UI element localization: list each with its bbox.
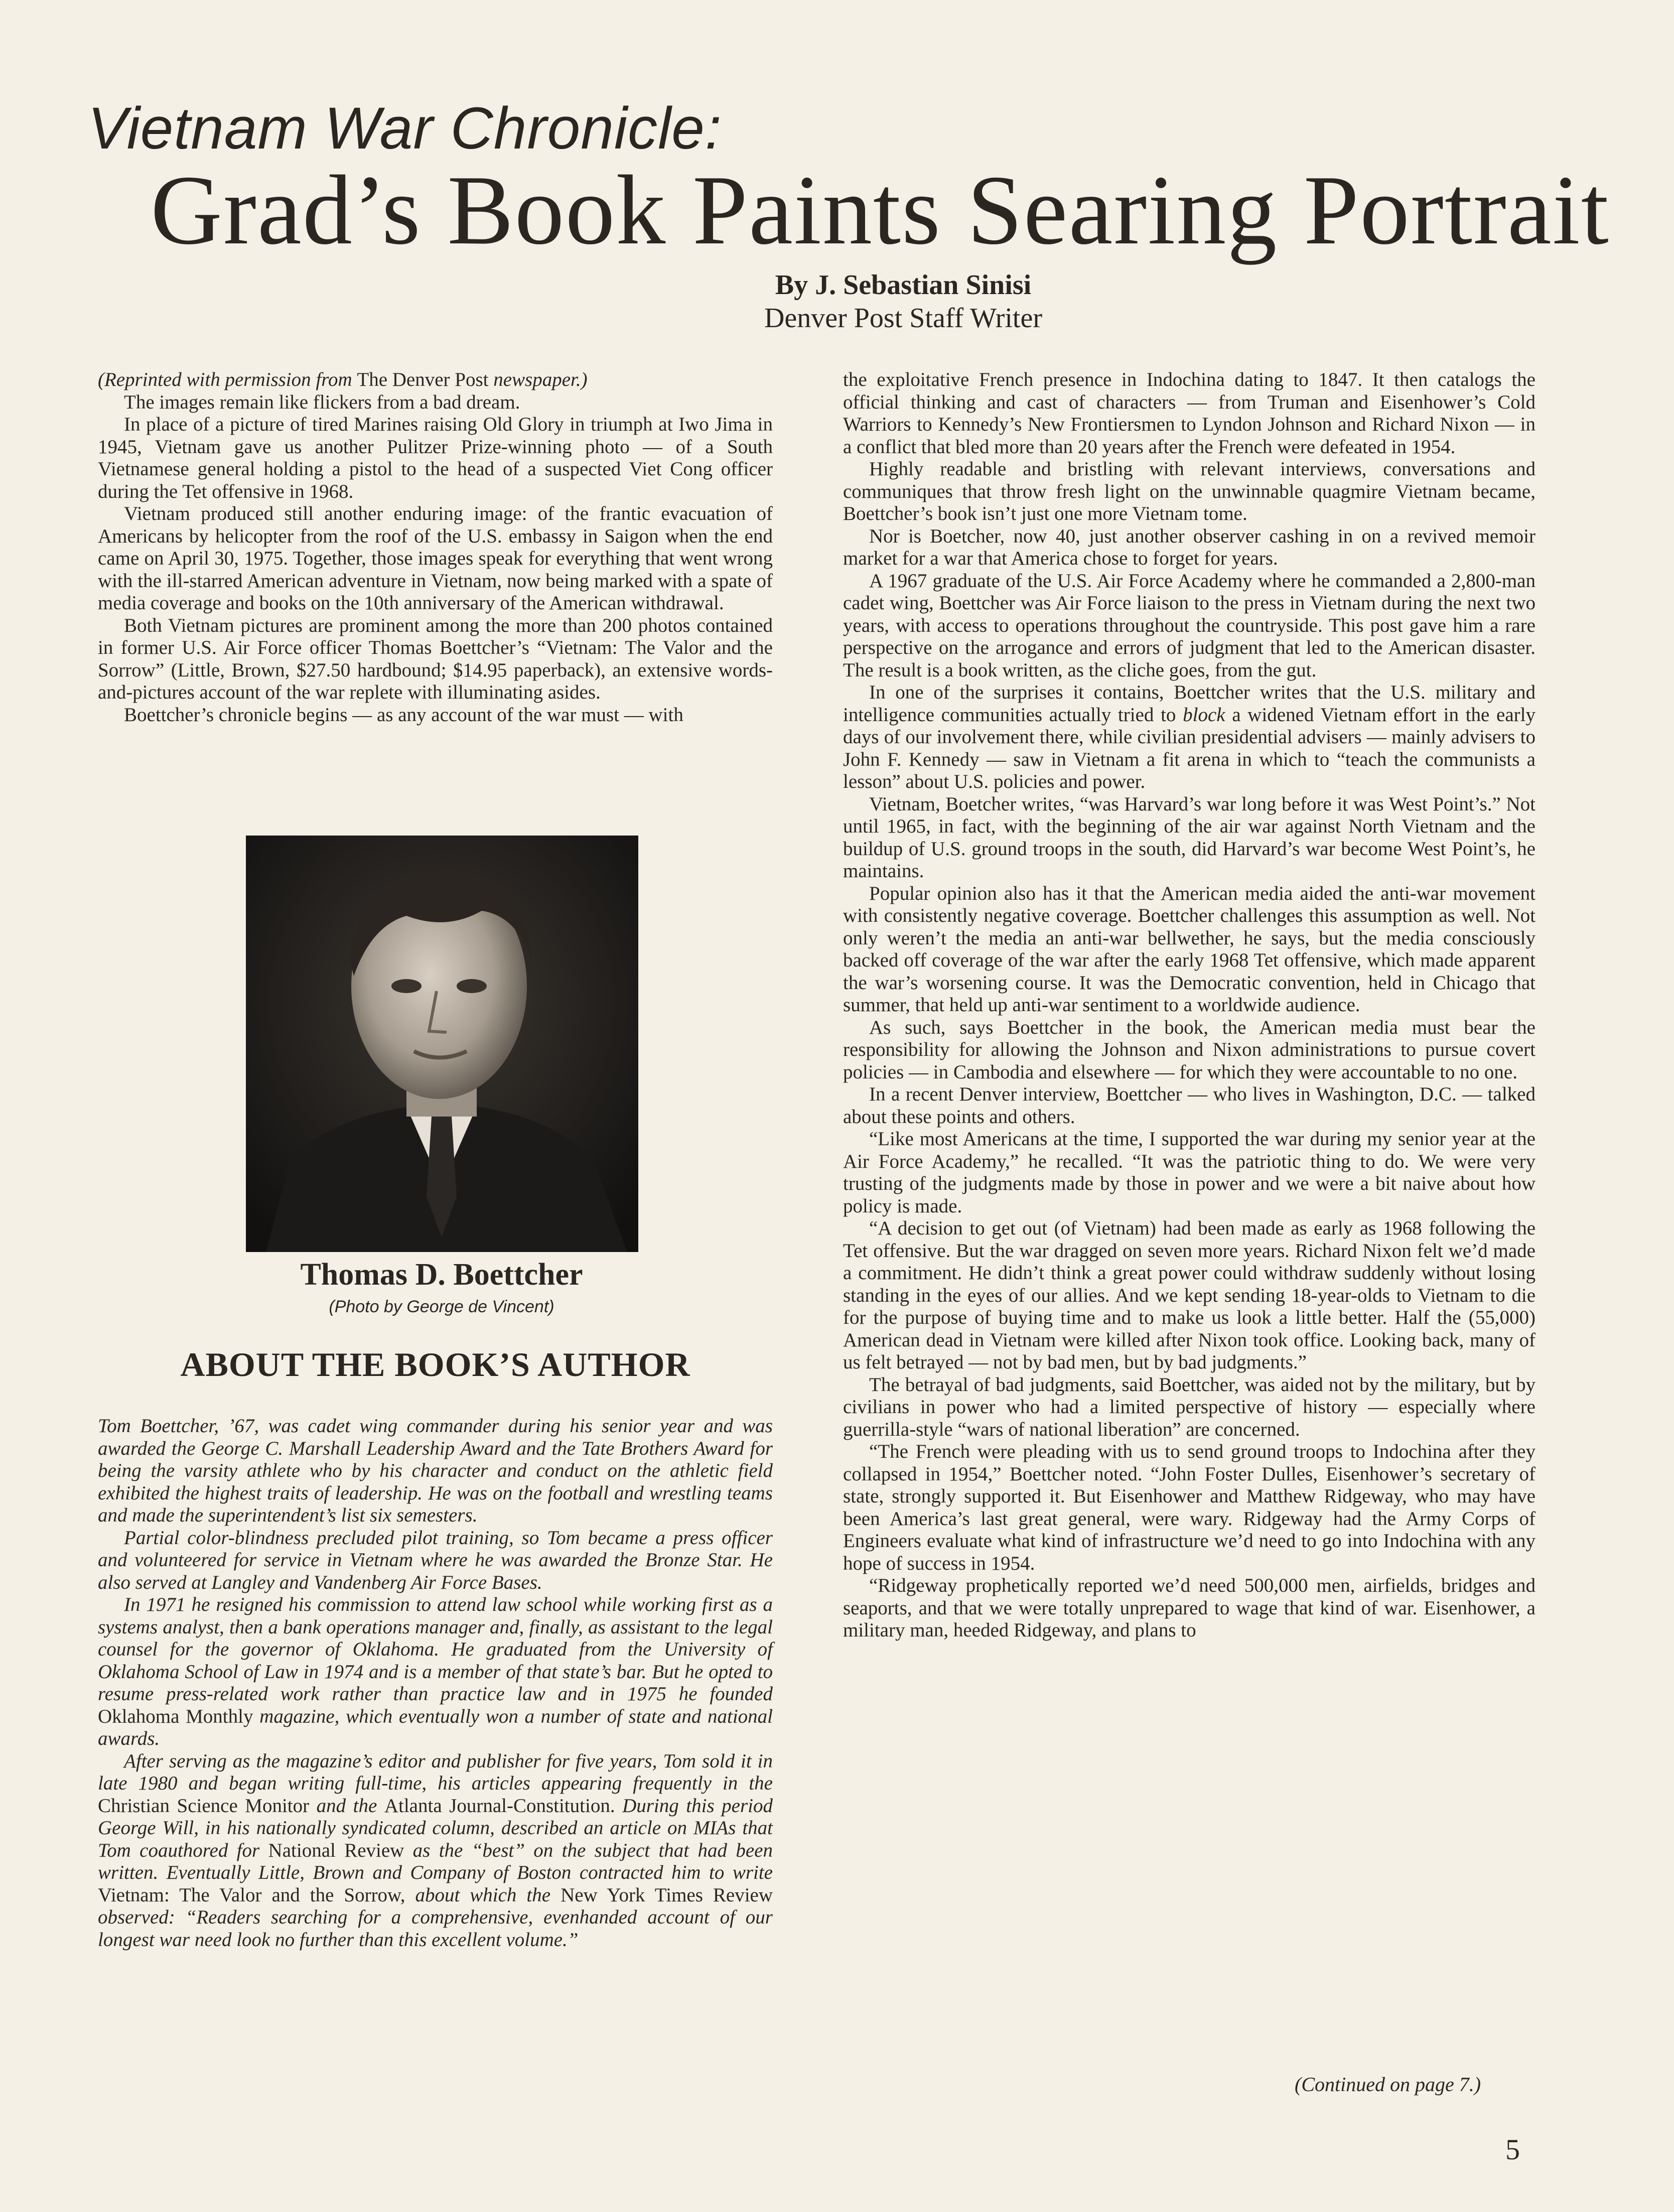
paragraph: The images remain like flickers from a bad dream. [124,391,520,413]
byline-author: By J. Sebastian Sinisi [775,269,1032,301]
byline-title: Denver Post Staff Writer [764,303,1042,334]
article-headline: Grad’s Book Paints Searing Portrait [151,155,1610,265]
paragraph: Popular opinion also has it that the American media aided the anti-war movement with consistently negative coverage. Boettcher challenges this assumption as well. Not only weren’t the media an anti-war bellwether, he says, but the media consciously backed off coverage of the war after the early 1968 Tet offensive, which made apparent the war’s worsening course. It was the Democratic convention, held in Chicago that summer, that held up anti-war sentiment to a worldwide audience. [843,882,1536,1016]
paragraph: Boettcher’s chronicle begins — as any account of the war must — with [124,704,683,726]
paragraph: A 1967 graduate of the U.S. Air Force Academy where he commanded a 2,800-man cadet wing, Boettcher was Air Force liaison to the press in Vietnam during the next two years, with access to operations throughout the countryside. This post gave him a rare perspective on the arrogance and errors of judgment that led to the American disaster. The result is a book written, as the cliche goes, from the gut. [843,570,1536,681]
author-photo [246,836,638,1252]
photo-credit: (Photo by George de Vincent) [329,1297,554,1316]
paragraph: “Ridgeway prophetically reported we’d need 500,000 men, airfields, bridges and seaports, and that we were totally unprepared to wage that kind of war. Eisenhower, a military man, heeded Ridgeway, and plans to [843,1575,1536,1641]
paragraph: In a recent Denver interview, Boettcher — who lives in Washington, D.C. — talked about these points and others. [843,1083,1536,1128]
paragraph: In place of a picture of tired Marines raising Old Glory in triumph at Iwo Jima in 1945, Vietnam gave us another Pulitzer Prize-winning photo — of a South Vietnamese general holding a pistol to the head of a suspected Viet Cong officer during the Tet offensive in 1968. [98,413,773,502]
article-kicker: Vietnam War Chronicle: [88,95,722,162]
paragraph: the exploitative French presence in Indochina dating to 1847. It then catalogs the official thinking and cast of characters — from Truman and Eisenhower’s Cold Warriors to Kennedy’s New Frontiersmen to Lyndon Johnson and Richard Nixon — in a conflict that bled more than 20 years after the French were defeated in 1954. [843,369,1536,458]
continued-note: (Continued on page 7.) [1295,2073,1481,2096]
column-right [843,369,1536,1642]
bio-paragraph: Tom Boettcher, ’67, was cadet wing commander during his senior year and was awarded the George C. Marshall Leadership Award and the Tate Brothers Award for being the varsity athlete who by his character and conduct on the athletic field exhibited the highest traits of leadership. He was on the football and wrestling teams and made the superintendent’s list six semesters. [98,1415,773,1526]
author-bio [98,1415,773,1951]
bio-paragraph: After serving as the magazine’s editor and publisher for five years, Tom sold it in late 1980 and began writing full-time, his articles appearing frequently in the Christian Science Monitor and the Atlanta Journal-Constitution. During this period George Will, in his nationally syndicated column, described an article on MIAs that Tom coauthored for National Review as the “best” on the subject that had been written. Eventually Little, Brown and Company of Boston contracted him to write Vietnam: The Valor and the Sorrow, about which the New York Times Review observed: “Readers searching for a comprehensive, evenhanded account of our longest war need look no further than this excellent volume.” [98,1750,773,1951]
paragraph: The betrayal of bad judgments, said Boettcher, was aided not by the military, but by civilians in power who had a limited perspective of history — especially where guerrilla-style “wars of national liberation” are concerned. [843,1373,1536,1440]
photo-caption-name: Thomas D. Boettcher [300,1258,583,1292]
paragraph: Vietnam, Boetcher writes, “was Harvard’s war long before it was West Point’s.” Not until 1965, in fact, with the beginning of the air war against North Vietnam and the buildup of U.S. ground troops in the south, did Harvard’s war become West Point’s, he maintains. [843,793,1536,882]
paragraph: As such, says Boettcher in the book, the American media must bear the responsibility for allowing the Johnson and Nixon administrations to pursue covert policies — in Cambodia and elsewhere — for which they were accountable to no one. [843,1016,1536,1083]
paragraph: “A decision to get out (of Vietnam) had been made as early as 1968 following the Tet offensive. But the war dragged on seven more years. Richard Nixon felt we’d made a commitment. He didn’t think a great power could withdraw suddenly without losing standing in the eyes of our allies. And we kept sending 18-year-olds to Vietnam to die for the purpose of buying time and to make us look a little better. Half the (55,000) American dead in Vietnam were killed after Nixon took office. Looking back, many of us felt betrayed — not by bad men, but by bad judgments.” [843,1217,1536,1373]
page-number: 5 [1505,2133,1520,2166]
paragraph: Vietnam produced still another enduring image: of the frantic evacuation of Americans by helicopter from the roof of the U.S. embassy in Saigon when the end came on April 30, 1975. Together, those images speak for everything that went wrong with the ill-starred American adventure in Vietnam, now being marked with a spate of media coverage and books on the 10th anniversary of the American withdrawal. [98,503,773,614]
about-heading: ABOUT THE BOOK’S AUTHOR [180,1345,690,1384]
paragraph: Nor is Boetcher, now 40, just another observer cashing in on a revived memoir market for a war that America chose to forget for years. [843,525,1536,569]
byline [602,268,1204,335]
reprint-note: (Reprinted with permission from The Denver Post newspaper.) [98,369,588,390]
paragraph: Highly readable and bristling with relevant interviews, conversations and communiques that throw fresh light on the unwinnable quagmire Vietnam became, Boettcher’s book isn’t just one more Vietnam tome. [843,458,1536,524]
bio-paragraph: Partial color-blindness precluded pilot training, so Tom became a press officer and volunteered for service in Vietnam where he was awarded the Bronze Star. He also served at Langley and Vandenberg Air Force Bases. [98,1527,773,1593]
column-left [98,369,773,726]
paragraph: “Like most Americans at the time, I supported the war during my senior year at the Air Force Academy,” he recalled. “It was the patriotic thing to do. We were very trusting of the judgments made by those in power and we were a bit naive about how policy is made. [843,1128,1536,1217]
author-portrait-image [246,836,638,1252]
paragraph: In one of the surprises it contains, Boettcher writes that the U.S. military and intelligence communities actually tried to block a widened Vietnam effort in the early days of our involvement there, while civilian presidential advisers — mainly advisers to John F. Kennedy — saw in Vietnam a fit arena in which to “teach the communists a lesson” about U.S. policies and power. [843,681,1536,792]
bio-paragraph: In 1971 he resigned his commission to attend law school while working first as a systems analyst, then a bank operations manager and, finally, as assistant to the legal counsel for the governor of Oklahoma. He graduated from the University of Oklahoma School of Law in 1974 and is a member of that state’s bar. But he opted to resume press-related work rather than practice law and in 1975 he founded Oklahoma Monthly magazine, which eventually won a number of state and national awards. [98,1594,773,1749]
paragraph: “The French were pleading with us to send ground troops to Indochina after they collapsed in 1954,” Boettcher noted. “John Foster Dulles, Eisenhower’s secretary of state, strongly supported it. But Eisenhower and Matthew Ridgeway, who may have been America’s last great general, were wary. Ridgeway had the Army Corps of Engineers evaluate what kind of infrastructure we’d need to go into Indochina with any hope of success in 1954. [843,1441,1536,1574]
paragraph: Both Vietnam pictures are prominent among the more than 200 photos contained in former U.S. Air Force officer Thomas Boettcher’s “Vietnam: The Valor and the Sorrow” (Little, Brown, $27.50 hardbound; $14.95 paperback), an extensive words-and-pictures account of the war replete with illuminating asides. [98,614,773,703]
